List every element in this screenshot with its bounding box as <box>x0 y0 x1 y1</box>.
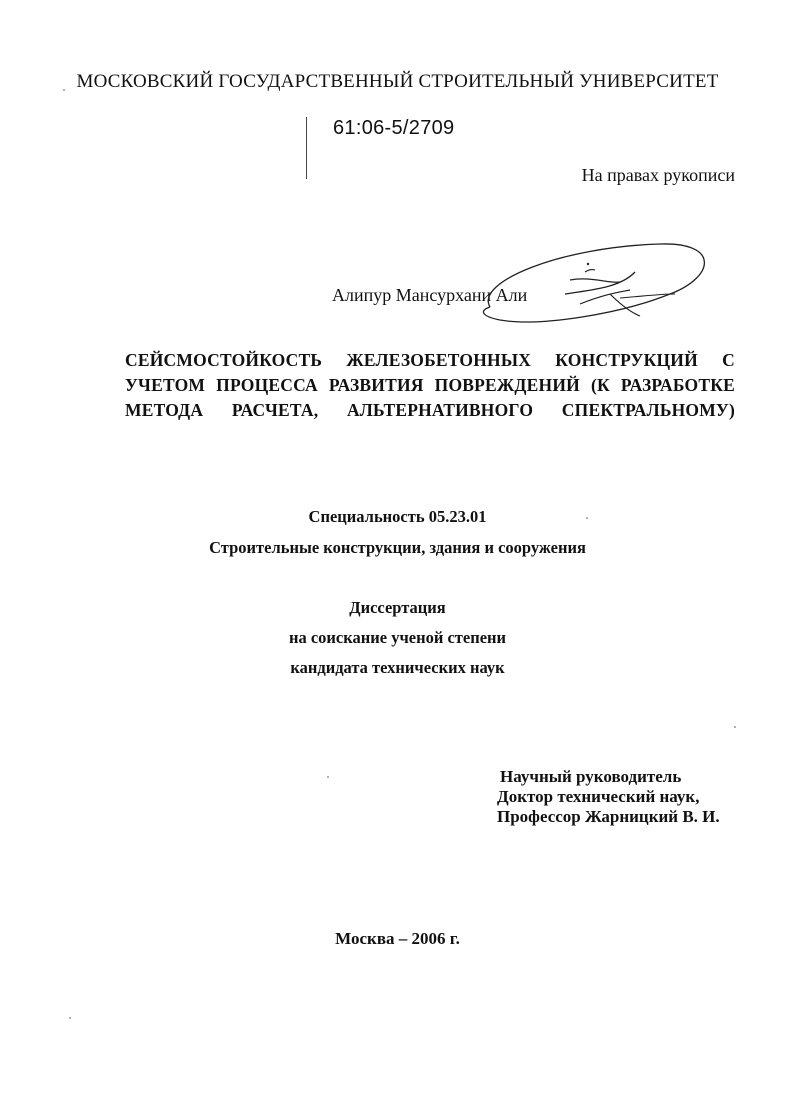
place-year: Москва – 2006 г. <box>335 929 460 948</box>
catalog-number: 61:06-5/2709 <box>333 117 455 139</box>
author-name: Алипур Мансурхани Али <box>332 285 528 305</box>
handwritten-signature <box>470 232 720 332</box>
supervisor-role: Научный руководитель <box>500 767 682 786</box>
scan-speck <box>327 776 329 778</box>
dissertation-title <box>125 348 735 423</box>
title-line: МЕТОДА РАСЧЕТА, АЛЬТЕРНАТИВНОГО СПЕКТРАЛЬНОМУ) <box>125 400 735 420</box>
title-line: СЕЙСМОСТОЙКОСТЬ ЖЕЛЕЗОБЕТОННЫХ КОНСТРУКЦИЙ С <box>125 350 735 370</box>
specialty-code: Специальность 05.23.01 <box>308 507 487 526</box>
scan-speck <box>69 1017 71 1019</box>
specialty-name: Строительные конструкции, здания и сооружения <box>209 538 586 557</box>
title-line: УЧЕТОМ ПРОЦЕССА РАЗВИТИЯ ПОВРЕЖДЕНИЙ (К РАЗРАБОТКЕ <box>125 375 735 395</box>
scan-speck <box>734 726 736 728</box>
catalog-margin-line <box>306 117 307 179</box>
dissertation-purpose: на соискание ученой степени <box>288 628 507 647</box>
rights-notice: На правах рукописи <box>581 165 735 185</box>
scan-speck <box>586 517 588 519</box>
university-name: МОСКОВСКИЙ ГОСУДАРСТВЕННЫЙ СТРОИТЕЛЬНЫЙ УНИВЕРСИТЕТ <box>76 71 719 92</box>
supervisor-name: Профессор Жарницкий В. И. <box>497 807 720 826</box>
dissertation-type: Диссертация <box>349 598 446 617</box>
dissertation-degree: кандидата технических наук <box>290 658 505 677</box>
supervisor-degree: Доктор технический наук, <box>497 787 700 806</box>
scan-speck <box>63 89 65 91</box>
